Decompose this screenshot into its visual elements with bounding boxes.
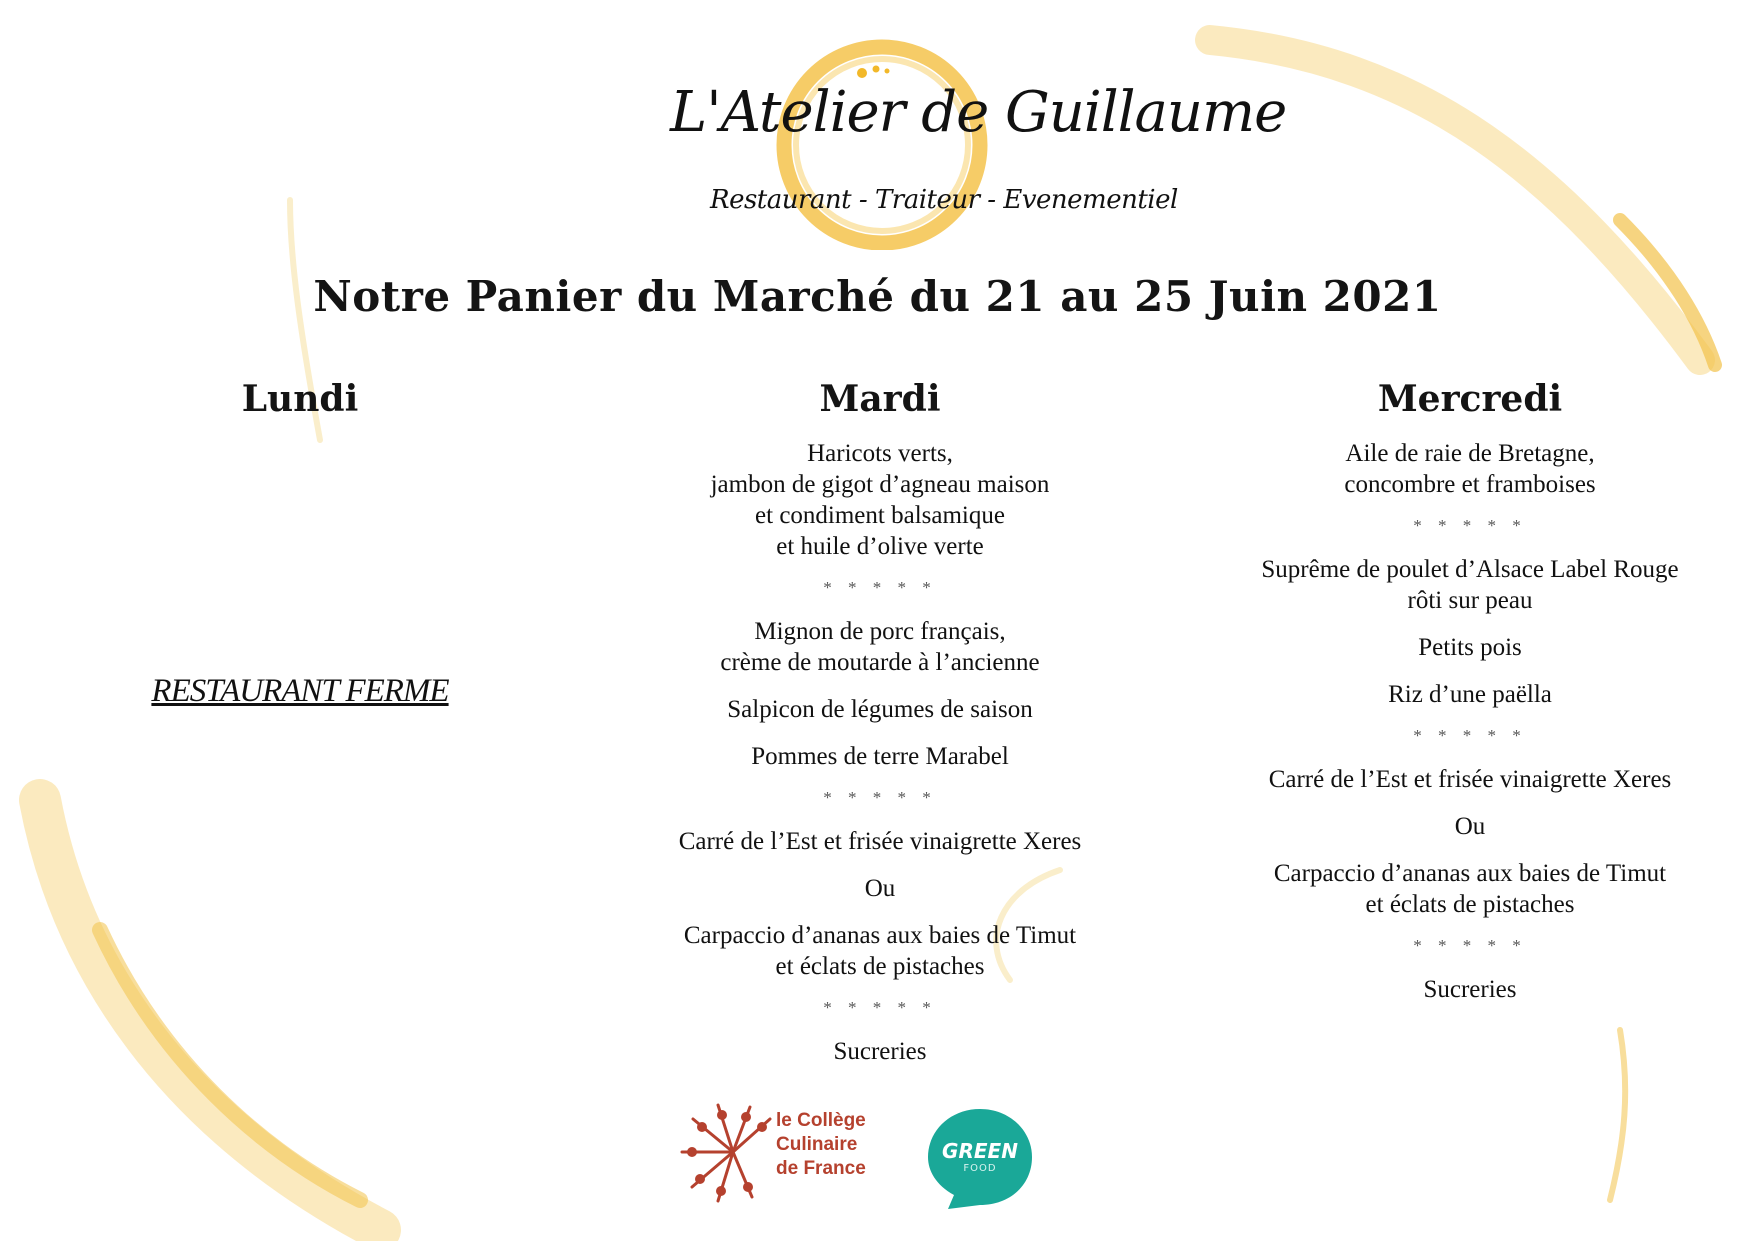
mercredi-cheese: Carré de l’Est et frisée vinaigrette Xeres xyxy=(1268,766,1672,793)
mardi-main: Mignon de porc français, crème de moutarde à l’ancienne xyxy=(720,618,1040,676)
green-food-logo xyxy=(924,1105,1036,1213)
mercredi-side-2: Riz d’une paëlla xyxy=(1388,681,1552,708)
college-culinaire-logo xyxy=(678,1097,878,1207)
mercredi-or: Ou xyxy=(1454,813,1486,840)
mardi-side-1: Salpicon de légumes de saison xyxy=(727,696,1033,723)
column-mercredi xyxy=(1180,378,1755,1021)
mardi-starter: Haricots verts, jambon de gigot d’agneau maison et condiment balsamique et huile d’olive verte xyxy=(710,440,1050,560)
separator: * * * * * xyxy=(1413,936,1527,955)
separator: * * * * * xyxy=(1413,516,1527,535)
day-heading-mercredi: Mercredi xyxy=(1377,378,1563,420)
mardi-dessert: Carpaccio d’ananas aux baies de Timut et éclats de pistaches xyxy=(683,922,1077,980)
mercredi-dessert: Carpaccio d’ananas aux baies de Timut et éclats de pistaches xyxy=(1273,860,1667,918)
separator: * * * * * xyxy=(1413,726,1527,745)
green-line-2: FOOD xyxy=(963,1163,997,1174)
column-mardi xyxy=(600,378,1160,1083)
mardi-sweets: Sucreries xyxy=(833,1038,927,1065)
mardi-side-2: Pommes de terre Marabel xyxy=(751,743,1009,770)
college-line-1: le Collège xyxy=(776,1110,866,1131)
column-lundi xyxy=(140,378,460,438)
day-heading-mardi: Mardi xyxy=(819,378,941,420)
logo-name: L'Atelier de Guillaume xyxy=(670,80,1287,145)
closed-notice: RESTAURANT FERME xyxy=(151,673,449,709)
mercredi-side-1: Petits pois xyxy=(1418,634,1522,661)
mercredi-sweets: Sucreries xyxy=(1423,976,1517,1003)
separator: * * * * * xyxy=(823,578,937,597)
college-line-2: Culinaire xyxy=(776,1134,858,1155)
mercredi-main: Suprême de poulet d’Alsace Label Rouge rôti sur peau xyxy=(1261,556,1679,614)
separator: * * * * * xyxy=(823,788,937,807)
day-heading-lundi: Lundi xyxy=(241,378,359,420)
mercredi-starter: Aile de raie de Bretagne, concombre et framboises xyxy=(1344,440,1596,498)
page-title: Notre Panier du Marché du 21 au 25 Juin 2021 xyxy=(313,272,1442,321)
mardi-cheese: Carré de l’Est et frisée vinaigrette Xeres xyxy=(678,828,1082,855)
green-line-1: GREEN xyxy=(942,1139,1018,1163)
separator: * * * * * xyxy=(823,998,937,1017)
college-line-3: de France xyxy=(776,1158,866,1179)
brand-logo xyxy=(600,25,1287,250)
mardi-or: Ou xyxy=(864,875,896,902)
logo-tagline: Restaurant - Traiteur - Evenementiel xyxy=(710,185,1178,215)
